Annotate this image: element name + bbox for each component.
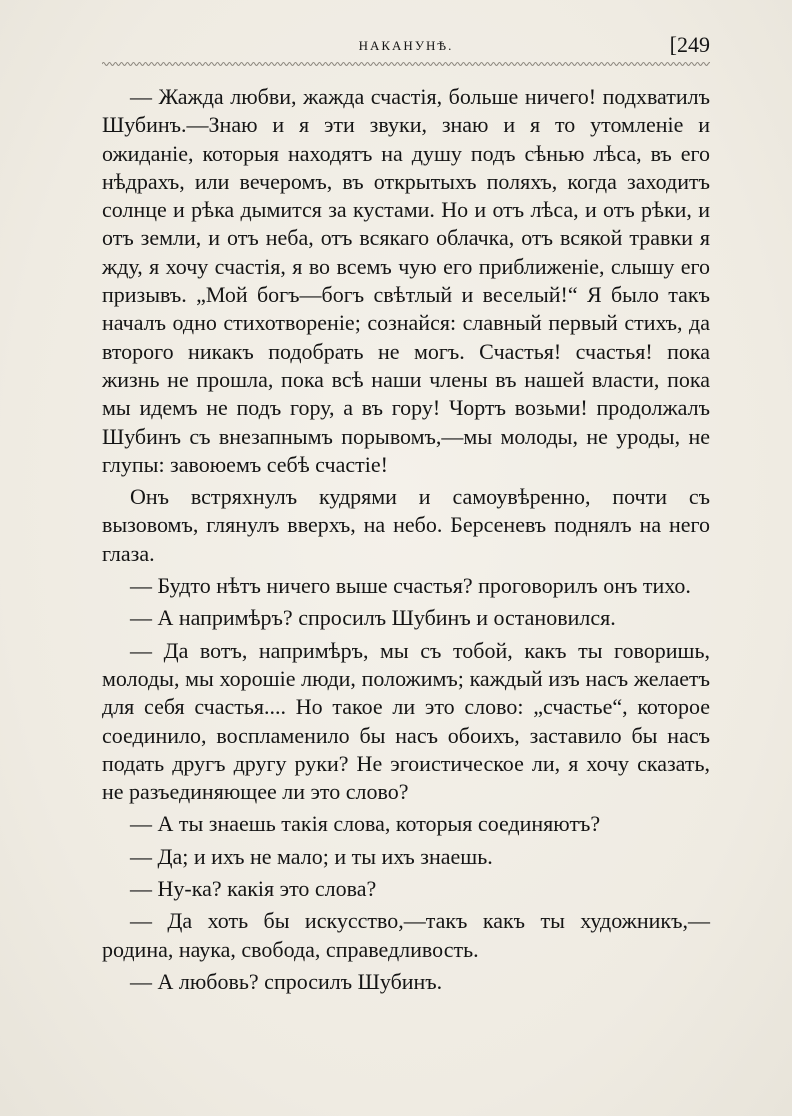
paragraph: — Жажда любви, жажда счастія, больше ничего! подхватилъ Шубинъ.—Знаю и я эти звуки, знаю и я то утомленіе и ожиданіе, которыя находятъ на душу подъ сѣнью лѣса, въ его нѣдрахъ, или вечеромъ, въ открытыхъ поляхъ, когда заходитъ солнце и рѣка дымится за кустами. Но и отъ лѣса, и отъ рѣки, и отъ земли, и отъ неба, отъ всякаго облачка, отъ всякой травки я жду, я хочу счастія, я во всемъ чую его приближеніе, слышу его призывъ. „Мой богъ—богъ свѣтлый и веселый!“ Я было такъ началъ одно стихотвореніе; сознайся: славный первый стихъ, да второго никакъ подобрать не могъ. Счастья! счастья! пока жизнь не прошла, пока всѣ наши члены въ нашей власти, пока мы идемъ не подъ гору, а въ гору! Чортъ возьми! продолжалъ Шубинъ съ внезапнымъ порывомъ,—мы молоды, не уроды, не глупы: завоюемъ себѣ счастіе! xyxy=(102,84,710,477)
body-text xyxy=(102,83,710,1000)
paragraph: Онъ встряхнулъ кудрями и самоувѣренно, почти съ вызовомъ, глянулъ вверхъ, на небо. Берсеневъ поднялъ на него глаза. xyxy=(102,484,710,566)
paragraph: — Ну-ка? какія это слова? xyxy=(130,876,377,902)
paragraph: — Да вотъ, напримѣръ, мы съ тобой, какъ ты говоришь, молоды, мы хорошіе люди, положимъ; каждый изъ насъ желаетъ для себя счастья.... Но такое ли это слово: „счастье“, которое соединило, воспламенило бы насъ обоихъ, заставило бы насъ подать другъ другу руки? Не эгоистическое ли, я хочу сказать, не разъединяющее ли это слово? xyxy=(102,637,710,805)
paragraph: — А напримѣръ? спросилъ Шубинъ и остановился. xyxy=(130,605,616,631)
paragraph: — Будто нѣтъ ничего выше счастья? проговорилъ онъ тихо. xyxy=(130,573,691,599)
paragraph: — А ты знаешь такія слова, которыя соединяютъ? xyxy=(130,811,601,837)
running-title: НАКАНУНѢ. xyxy=(358,38,454,53)
wavy-rule-ornament xyxy=(102,60,710,68)
paragraph: — А любовь? спросилъ Шубинъ. xyxy=(130,968,443,994)
paragraph: — Да; и ихъ не мало; и ты ихъ знаешь. xyxy=(130,843,493,869)
page-number: [249 xyxy=(669,32,710,57)
page-header xyxy=(102,34,710,58)
paragraph: — Да хоть бы искусство,—такъ какъ ты художникъ,—родина, наука, свобода, справедливость. xyxy=(102,908,710,962)
